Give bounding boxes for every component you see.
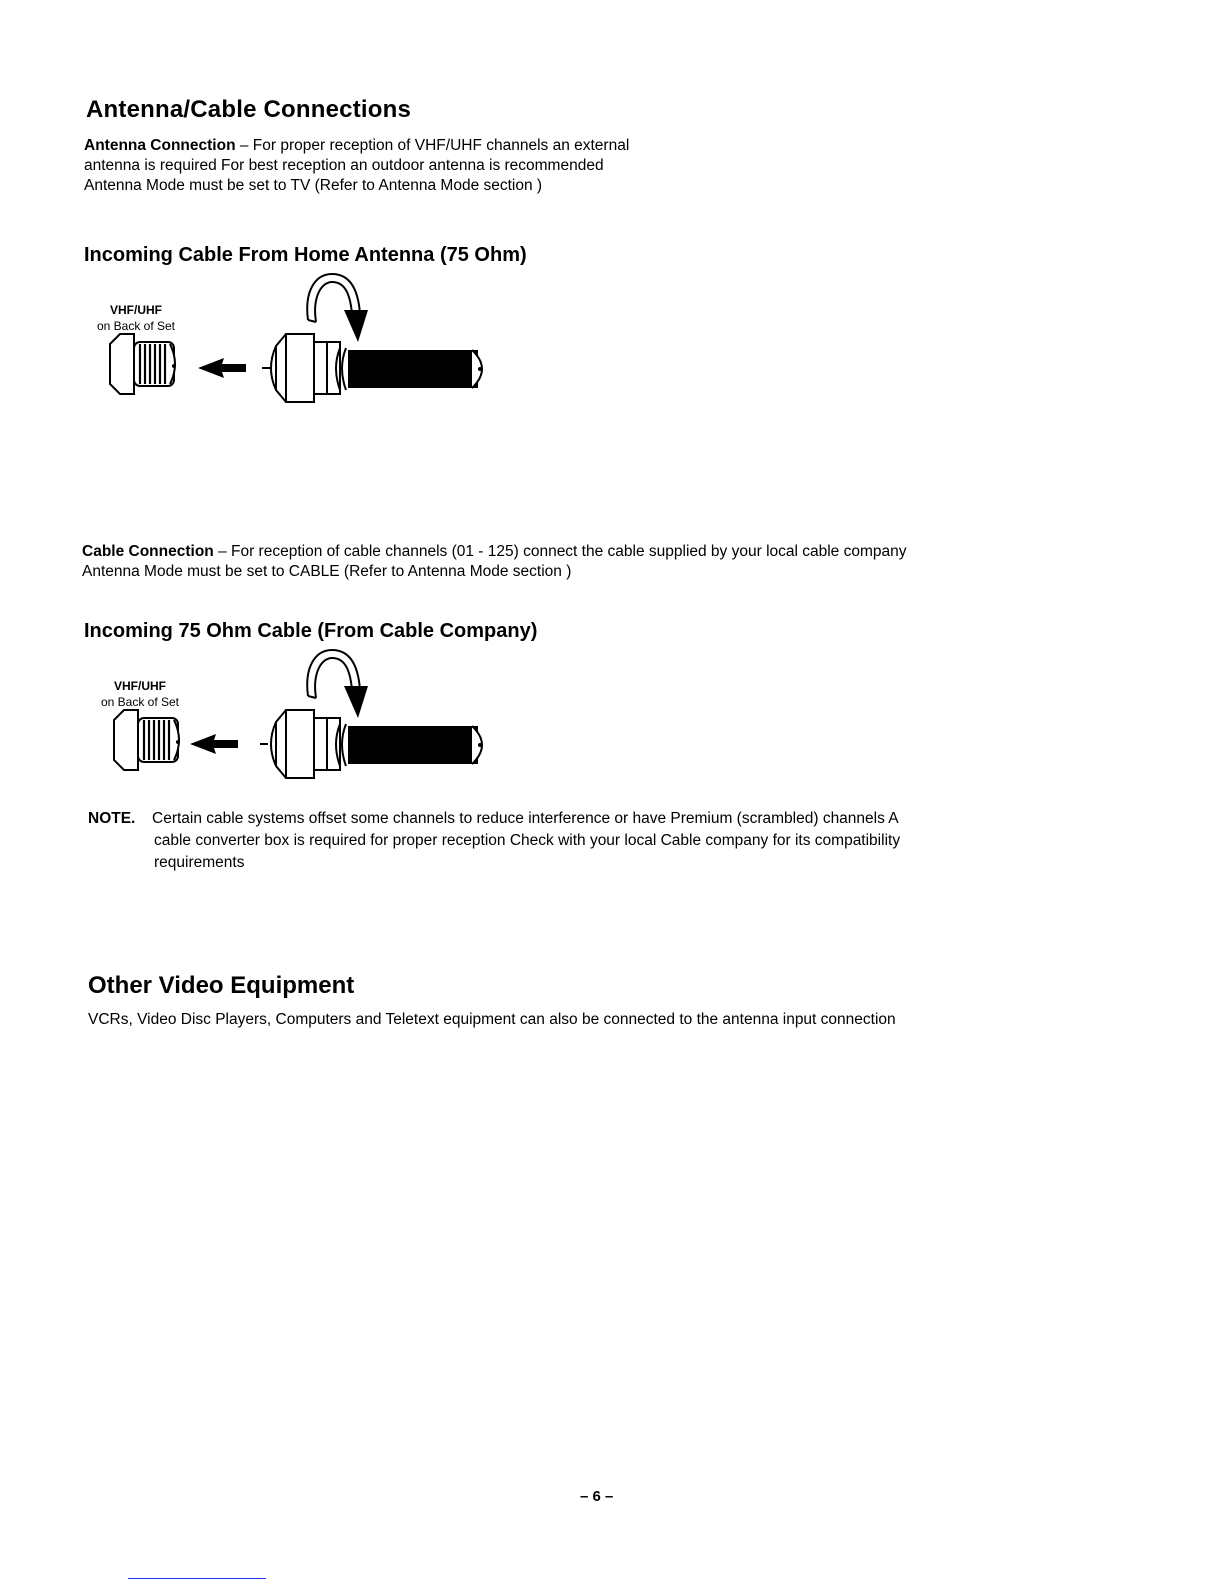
other-video-heading: Other Video Equipment (88, 972, 355, 999)
jack-label-line1: VHF/UHF (110, 303, 162, 317)
diagram1-illustration (100, 270, 500, 410)
antenna-line-1: Antenna Connection – For proper reception of VHF/UHF channels an external (84, 137, 630, 154)
left-arrow-icon (198, 358, 246, 378)
jack-label-line1: VHF/UHF (114, 679, 166, 693)
f-connector-icon (262, 334, 482, 402)
jack-label-line2: on Back of Set (100, 695, 180, 709)
note-line-3: requirements (154, 854, 245, 871)
antenna-connection-lead: Antenna Connection (84, 137, 236, 154)
page-number: – 6 – (580, 1488, 614, 1505)
coax-jack-icon (110, 334, 176, 394)
note-tag: NOTE. (88, 810, 136, 827)
cable-line-2: Antenna Mode must be set to CABLE (Refer to Antenna Mode section ) (82, 563, 572, 580)
cable-connection-paragraph (82, 542, 1142, 582)
cable-connection-lead: Cable Connection (82, 543, 214, 560)
rotate-arrow-icon (307, 650, 368, 718)
bottom-rule (128, 1578, 266, 1579)
antenna-line-2: antenna is required For best reception an outdoor antenna is recommended (84, 157, 604, 174)
antenna-line-3: Antenna Mode must be set to TV (Refer to Antenna Mode section ) (84, 177, 543, 194)
diagram1-heading: Incoming Cable From Home Antenna (75 Ohm) (84, 244, 527, 266)
left-arrow-icon (190, 734, 238, 754)
page-title: Antenna/Cable Connections (86, 96, 412, 123)
other-video-text: VCRs, Video Disc Players, Computers and Teletext equipment can also be connected to the antenna input connection (88, 1011, 896, 1028)
note-block (88, 808, 1118, 874)
jack-label-line2: on Back of Set (96, 319, 176, 333)
diagram2-illustration (100, 646, 500, 786)
note-line-2: cable converter box is required for proper reception Check with your local Cable company for its compatibility (154, 832, 901, 849)
antenna-connection-paragraph (84, 136, 844, 196)
f-connector-icon (260, 710, 482, 778)
diagram2-heading: Incoming 75 Ohm Cable (From Cable Company) (84, 620, 538, 642)
rotate-arrow-icon (307, 274, 368, 342)
cable-line-1: Cable Connection – For reception of cable channels (01 - 125) connect the cable supplied by your local cable company (82, 543, 907, 560)
coax-jack-icon (114, 710, 180, 770)
note-line-1: NOTE. Certain cable systems offset some channels to reduce interference or have Premium (scrambled) channels A (88, 808, 1118, 830)
